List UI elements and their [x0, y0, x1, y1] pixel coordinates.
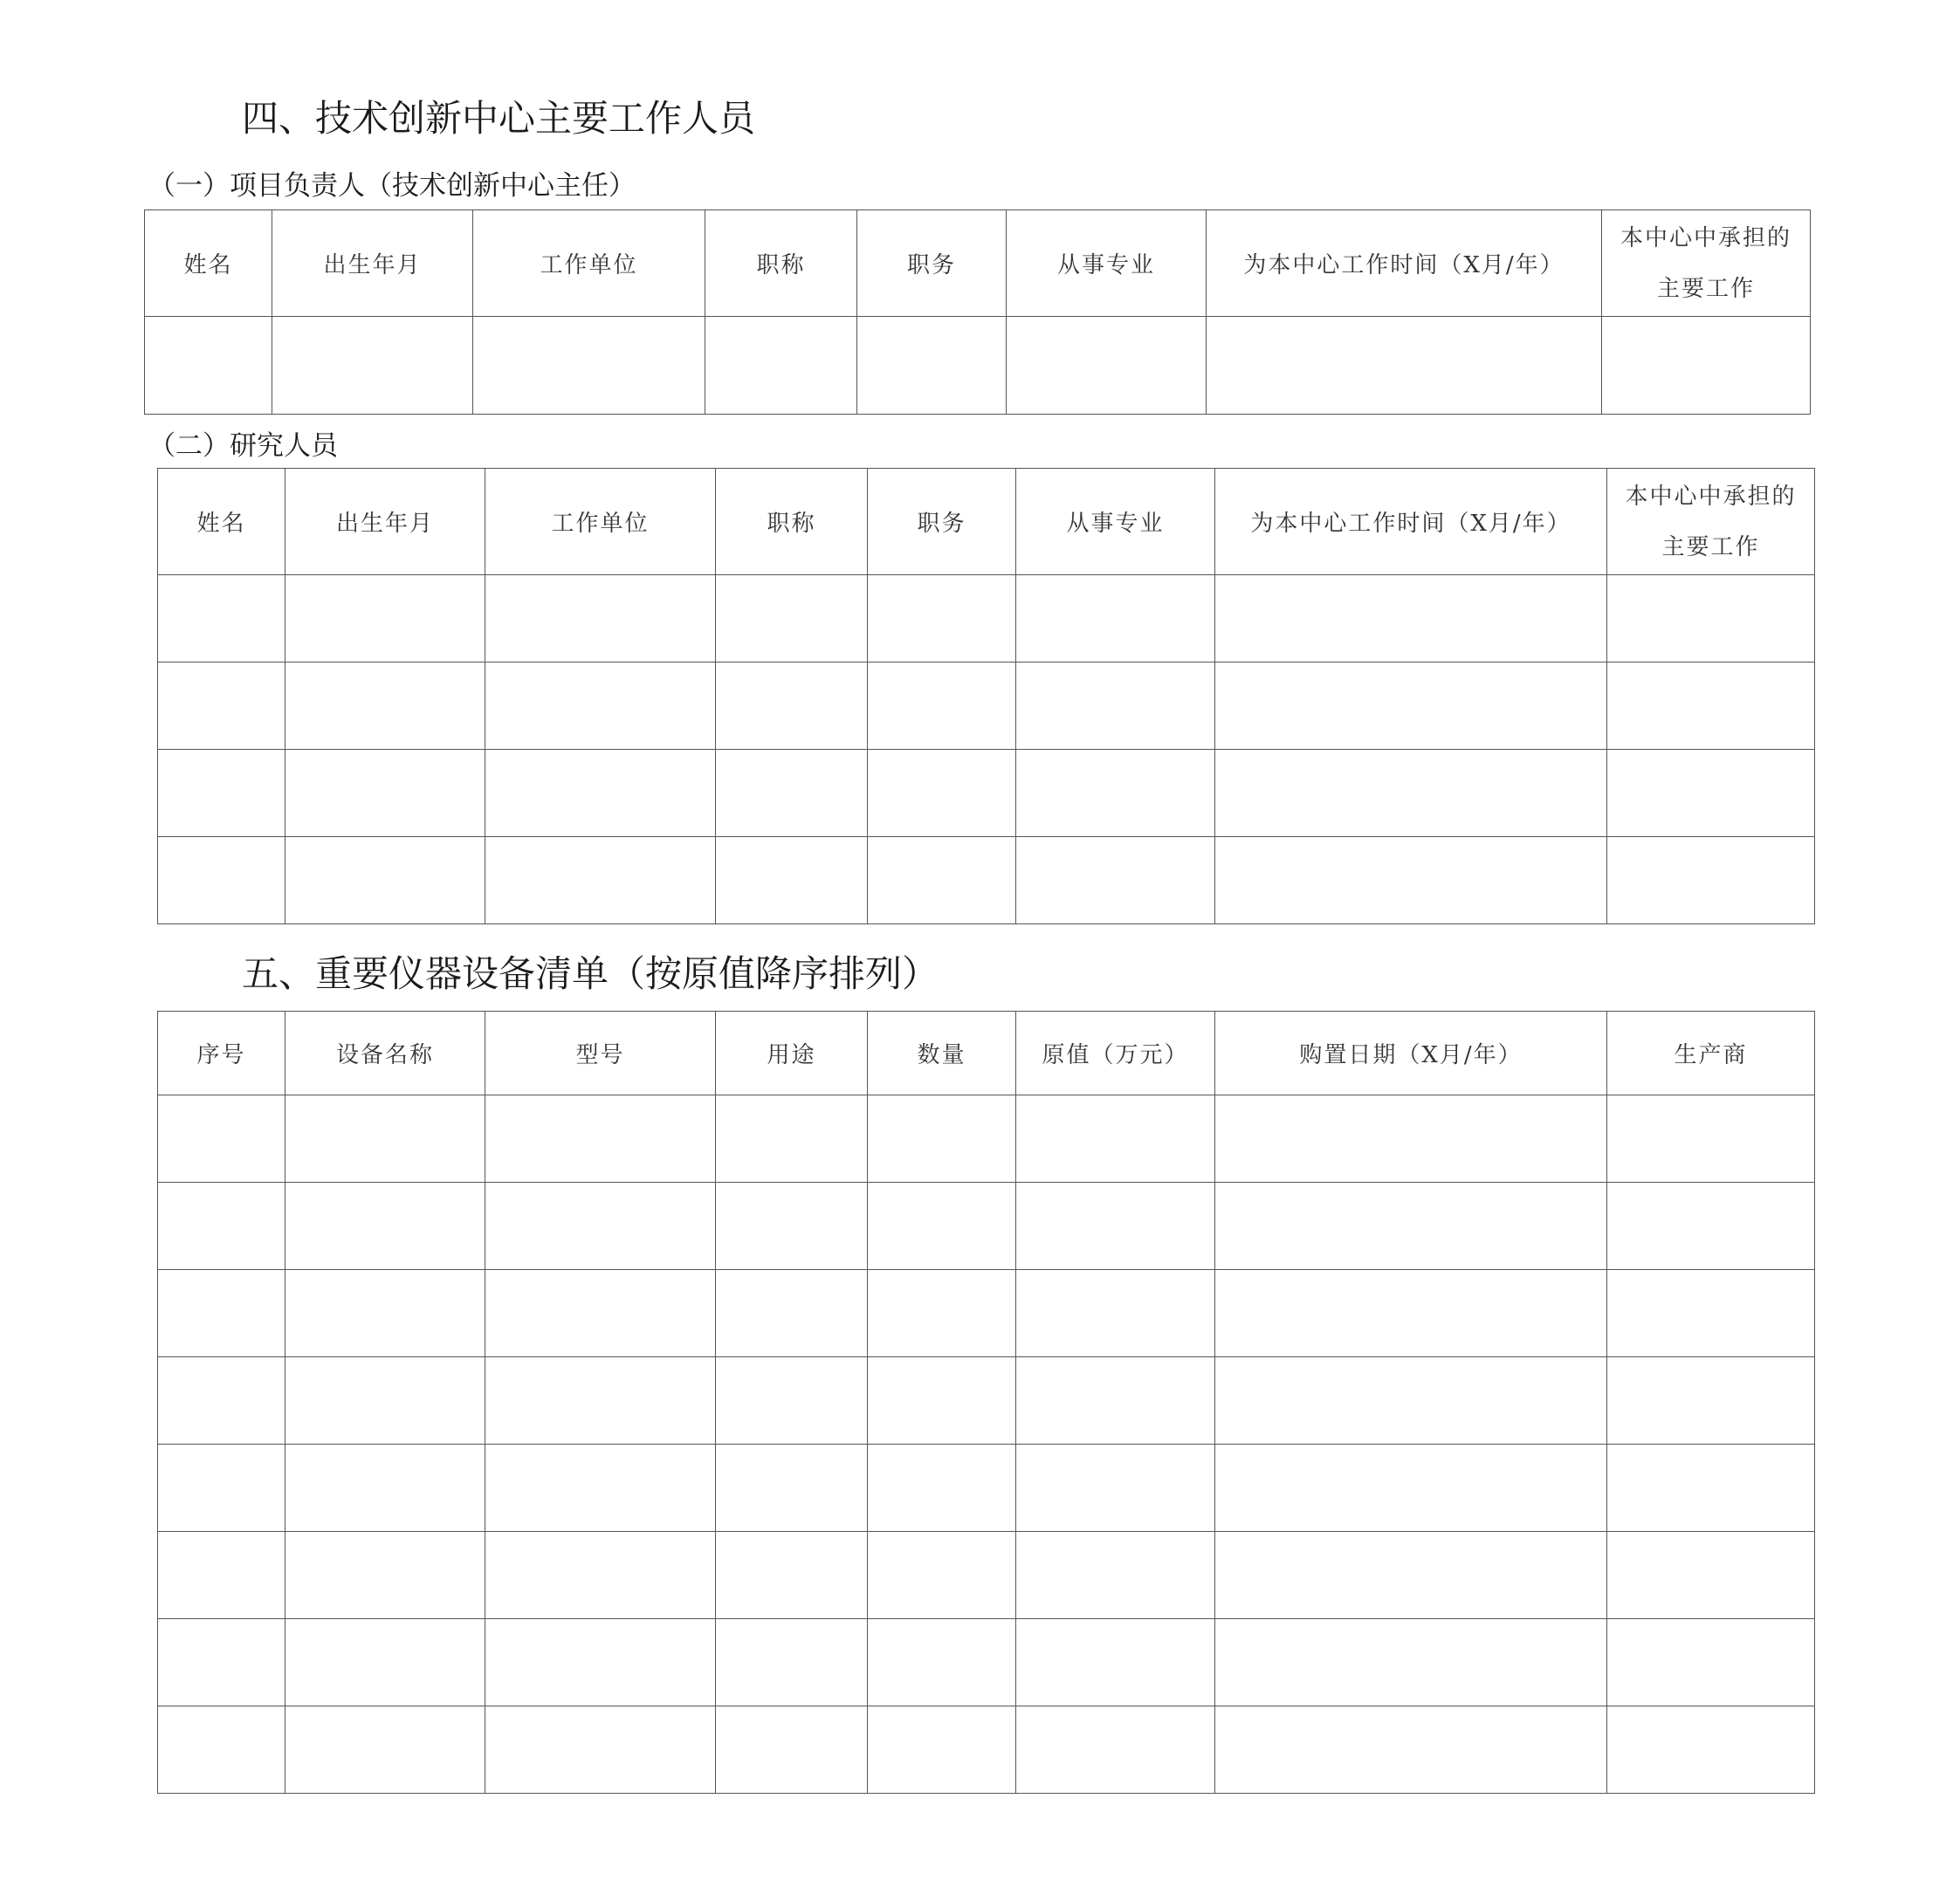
table-cell[interactable] — [485, 1183, 716, 1270]
col-main-work-line1: 本中心中承担的 — [1625, 483, 1797, 510]
table-cell[interactable] — [1215, 662, 1607, 750]
col-main-work-line1: 本中心中承担的 — [1620, 224, 1792, 251]
table-cell[interactable] — [1016, 1619, 1215, 1706]
table-row — [158, 1095, 1815, 1183]
col-purchase-date: 购置日期（X月/年） — [1215, 1012, 1607, 1095]
table-cell[interactable] — [473, 317, 705, 415]
table-cell[interactable] — [1016, 662, 1215, 750]
col-specialty: 从事专业 — [1007, 210, 1207, 317]
table-cell[interactable] — [1215, 1357, 1607, 1445]
table-cell[interactable] — [716, 1270, 868, 1357]
col-main-work-line2: 主要工作 — [1656, 275, 1755, 302]
table-cell[interactable] — [1215, 1532, 1607, 1619]
table-cell[interactable] — [716, 1357, 868, 1445]
col-work-time: 为本中心工作时间（X月/年） — [1207, 210, 1602, 317]
table-cell[interactable] — [716, 575, 868, 662]
table-cell[interactable] — [485, 1532, 716, 1619]
table-cell[interactable] — [1016, 1270, 1215, 1357]
table-cell[interactable] — [1607, 1706, 1815, 1794]
table-cell[interactable] — [1016, 1532, 1215, 1619]
table-cell[interactable] — [1215, 1270, 1607, 1357]
col-usage: 用途 — [716, 1012, 868, 1095]
table-cell[interactable] — [158, 1445, 285, 1532]
table-cell[interactable] — [1215, 1095, 1607, 1183]
section5-title: 五、重要仪器设备清单（按原值降序排列） — [242, 952, 939, 995]
table-cell[interactable] — [868, 1532, 1016, 1619]
table-cell[interactable] — [1607, 1357, 1815, 1445]
table-cell[interactable] — [1215, 837, 1607, 924]
table-row — [158, 662, 1815, 750]
table-cell[interactable] — [1215, 1619, 1607, 1706]
col-work-time: 为本中心工作时间（X月/年） — [1215, 469, 1607, 575]
researchers-header-row — [158, 469, 1815, 575]
col-device-name: 设备名称 — [285, 1012, 485, 1095]
col-original-value: 原值（万元） — [1016, 1012, 1215, 1095]
researchers-subtitle: （二）研究人员 — [148, 430, 338, 462]
table-cell[interactable] — [1016, 750, 1215, 837]
table-cell[interactable] — [868, 1357, 1016, 1445]
table-cell[interactable] — [485, 575, 716, 662]
table-cell[interactable] — [285, 750, 485, 837]
table-cell[interactable] — [716, 1445, 868, 1532]
equipment-table — [157, 1011, 1815, 1794]
table-cell[interactable] — [1607, 1619, 1815, 1706]
table-row — [158, 1619, 1815, 1706]
col-specialty: 从事专业 — [1016, 469, 1215, 575]
table-cell[interactable] — [868, 1183, 1016, 1270]
table-cell[interactable] — [485, 1445, 716, 1532]
table-cell[interactable] — [1215, 750, 1607, 837]
table-cell[interactable] — [485, 1706, 716, 1794]
table-cell[interactable] — [1016, 1445, 1215, 1532]
table-cell[interactable] — [158, 1270, 285, 1357]
table-row — [158, 575, 1815, 662]
table-cell[interactable] — [285, 1183, 485, 1270]
table-cell[interactable] — [857, 317, 1007, 415]
leader-subtitle: （一）项目负责人（技术创新中心主任） — [148, 170, 636, 202]
table-cell[interactable] — [285, 1270, 485, 1357]
col-name: 姓名 — [145, 210, 272, 317]
table-cell[interactable] — [485, 1270, 716, 1357]
section4-title: 四、技术创新中心主要工作人员 — [242, 97, 756, 140]
table-cell[interactable] — [1016, 1095, 1215, 1183]
col-employer: 工作单位 — [485, 469, 716, 575]
table-cell[interactable] — [716, 1095, 868, 1183]
col-birth: 出生年月 — [285, 469, 485, 575]
table-cell[interactable] — [1016, 1357, 1215, 1445]
table-cell[interactable] — [1016, 837, 1215, 924]
col-main-work — [1602, 210, 1811, 317]
table-cell[interactable] — [705, 317, 857, 415]
table-cell[interactable] — [716, 837, 868, 924]
col-quantity: 数量 — [868, 1012, 1016, 1095]
table-cell[interactable] — [1607, 1183, 1815, 1270]
table-cell[interactable] — [1607, 837, 1815, 924]
col-employer: 工作单位 — [473, 210, 705, 317]
table-cell[interactable] — [1215, 575, 1607, 662]
table-cell[interactable] — [485, 1095, 716, 1183]
table-cell[interactable] — [1207, 317, 1602, 415]
table-cell[interactable] — [868, 1445, 1016, 1532]
leader-table — [144, 209, 1811, 415]
table-row — [158, 1357, 1815, 1445]
table-cell[interactable] — [716, 1706, 868, 1794]
table-cell[interactable] — [485, 662, 716, 750]
table-cell[interactable] — [868, 1706, 1016, 1794]
table-cell[interactable] — [716, 1619, 868, 1706]
table-cell[interactable] — [1607, 1270, 1815, 1357]
table-cell[interactable] — [158, 750, 285, 837]
table-row — [158, 837, 1815, 924]
col-position: 职务 — [857, 210, 1007, 317]
table-cell[interactable] — [158, 1619, 285, 1706]
table-cell[interactable] — [158, 662, 285, 750]
table-cell[interactable] — [158, 575, 285, 662]
table-cell[interactable] — [1215, 1183, 1607, 1270]
table-cell[interactable] — [158, 1183, 285, 1270]
table-cell[interactable] — [485, 750, 716, 837]
table-cell[interactable] — [868, 662, 1016, 750]
table-cell[interactable] — [868, 837, 1016, 924]
table-cell[interactable] — [285, 837, 485, 924]
table-cell[interactable] — [868, 575, 1016, 662]
table-cell[interactable] — [1215, 1445, 1607, 1532]
table-cell[interactable] — [285, 1532, 485, 1619]
table-cell[interactable] — [285, 1706, 485, 1794]
table-cell[interactable] — [1215, 1706, 1607, 1794]
table-cell[interactable] — [158, 1706, 285, 1794]
table-cell[interactable] — [1007, 317, 1207, 415]
table-row — [158, 1270, 1815, 1357]
col-title: 职称 — [705, 210, 857, 317]
table-row — [145, 317, 1811, 415]
table-cell[interactable] — [1607, 1445, 1815, 1532]
table-cell[interactable] — [285, 1445, 485, 1532]
table-cell[interactable] — [1607, 750, 1815, 837]
col-birth: 出生年月 — [272, 210, 473, 317]
col-model: 型号 — [485, 1012, 716, 1095]
table-cell[interactable] — [716, 1183, 868, 1270]
table-cell[interactable] — [485, 837, 716, 924]
table-cell[interactable] — [485, 1619, 716, 1706]
table-cell[interactable] — [1602, 317, 1811, 415]
table-cell[interactable] — [868, 750, 1016, 837]
col-title: 职称 — [716, 469, 868, 575]
table-cell[interactable] — [145, 317, 272, 415]
table-row — [158, 1532, 1815, 1619]
table-cell[interactable] — [1607, 1532, 1815, 1619]
table-cell[interactable] — [1016, 575, 1215, 662]
equipment-header-row — [158, 1012, 1815, 1095]
table-cell[interactable] — [1607, 1095, 1815, 1183]
table-cell[interactable] — [716, 750, 868, 837]
table-cell[interactable] — [158, 1095, 285, 1183]
researchers-table — [157, 468, 1815, 924]
table-cell[interactable] — [485, 1357, 716, 1445]
table-cell[interactable] — [285, 575, 485, 662]
table-cell[interactable] — [285, 1357, 485, 1445]
table-cell[interactable] — [285, 662, 485, 750]
table-cell[interactable] — [158, 1532, 285, 1619]
table-cell[interactable] — [868, 1619, 1016, 1706]
table-cell[interactable] — [868, 1270, 1016, 1357]
col-name: 姓名 — [158, 469, 285, 575]
table-cell[interactable] — [158, 1357, 285, 1445]
col-main-work-line2: 主要工作 — [1661, 533, 1760, 560]
table-cell[interactable] — [1607, 662, 1815, 750]
table-cell[interactable] — [1016, 1183, 1215, 1270]
col-manufacturer: 生产商 — [1607, 1012, 1815, 1095]
table-row — [158, 1183, 1815, 1270]
table-cell[interactable] — [285, 1095, 485, 1183]
table-row — [158, 750, 1815, 837]
table-cell[interactable] — [716, 1532, 868, 1619]
table-cell[interactable] — [1607, 575, 1815, 662]
table-cell[interactable] — [158, 837, 285, 924]
col-position: 职务 — [868, 469, 1016, 575]
table-cell[interactable] — [1016, 1706, 1215, 1794]
table-row — [158, 1445, 1815, 1532]
table-row — [158, 1706, 1815, 1794]
table-cell[interactable] — [868, 1095, 1016, 1183]
table-cell[interactable] — [272, 317, 473, 415]
col-main-work — [1607, 469, 1815, 575]
col-serial: 序号 — [158, 1012, 285, 1095]
leader-header-row — [145, 210, 1811, 317]
table-cell[interactable] — [716, 662, 868, 750]
table-cell[interactable] — [285, 1619, 485, 1706]
